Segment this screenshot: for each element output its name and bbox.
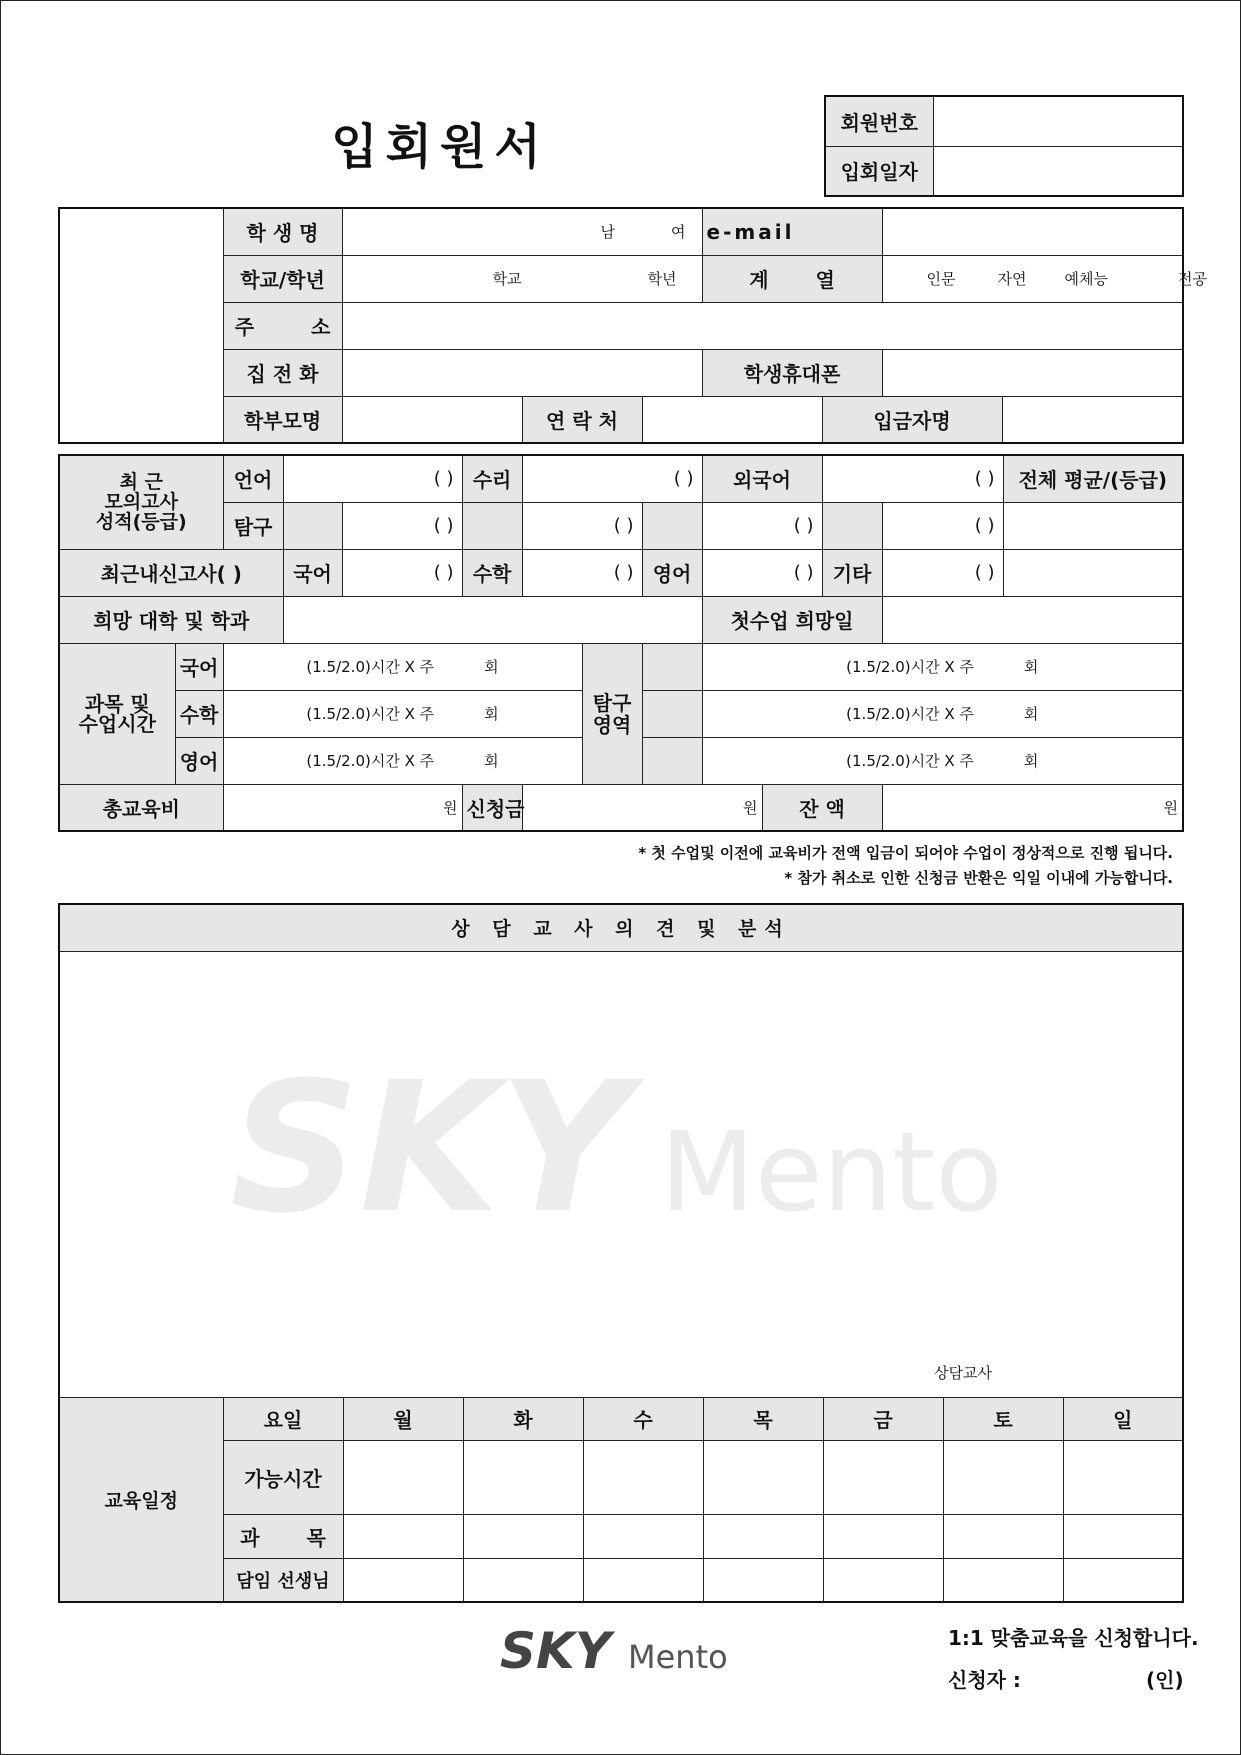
mobile-field[interactable]: [882, 349, 1183, 396]
address-field[interactable]: [342, 302, 1183, 349]
total-fee-label: 총교육비: [59, 784, 223, 831]
inquiry-score-3[interactable]: ( ): [702, 502, 822, 549]
mobile-label: 학생휴대폰: [702, 349, 882, 396]
day-thu: 목: [703, 1397, 823, 1440]
schedule-cell[interactable]: [943, 1440, 1063, 1514]
english-score[interactable]: ( ): [702, 549, 822, 596]
member-box: [824, 95, 1184, 197]
math2-score[interactable]: ( ): [522, 549, 642, 596]
home-phone-field[interactable]: [342, 349, 702, 396]
female-option[interactable]: 여: [671, 223, 686, 242]
math-score[interactable]: ( ): [522, 455, 702, 502]
schedule-cell[interactable]: [703, 1440, 823, 1514]
track-opt-humanities[interactable]: 인문: [926, 270, 956, 288]
inquiry-subject-1[interactable]: [283, 502, 342, 549]
schedule-cell[interactable]: [343, 1440, 463, 1514]
schedule-cell[interactable]: [943, 1558, 1063, 1602]
email-field[interactable]: [882, 208, 1183, 255]
subject-korean: 국어: [175, 643, 223, 690]
schedule-cell[interactable]: [463, 1558, 583, 1602]
teacher-row-label: 담임 선생님: [223, 1558, 343, 1602]
english-label: 영어: [642, 549, 702, 596]
balance-label: 잔 액: [762, 784, 882, 831]
track-label: 계 열: [702, 255, 882, 302]
student-name-label: 학 생 명: [223, 208, 342, 255]
schedule-cell[interactable]: [343, 1514, 463, 1558]
average-label: 전체 평균/(등급): [1003, 455, 1183, 502]
inquiry-label: 탐구: [223, 502, 283, 549]
member-no-field[interactable]: [933, 96, 1183, 146]
apply-fee-label: 신청금: [462, 784, 522, 831]
inquiry-score-4[interactable]: ( ): [882, 502, 1003, 549]
schedule-label: 교육일정: [59, 1397, 223, 1602]
schedule-cell[interactable]: [823, 1558, 943, 1602]
foreign-score[interactable]: ( ): [822, 455, 1003, 502]
track-options[interactable]: [882, 255, 1207, 302]
schedule-cell[interactable]: [703, 1558, 823, 1602]
contact-label: 연 락 처: [522, 396, 642, 443]
day-mon: 월: [343, 1397, 463, 1440]
join-date-field[interactable]: [933, 146, 1183, 196]
average-field[interactable]: [1003, 502, 1183, 549]
korean-score[interactable]: ( ): [342, 549, 462, 596]
subject-row-label: 과 목: [223, 1514, 343, 1558]
student-info-table: [58, 207, 1207, 444]
school-grade-label: 학교/학년: [223, 255, 342, 302]
hope-univ-field[interactable]: [283, 596, 702, 643]
school-grade-field[interactable]: [342, 255, 702, 302]
balance-field[interactable]: 원: [882, 784, 1183, 831]
schedule-cell[interactable]: [823, 1514, 943, 1558]
schedule-cell[interactable]: [1063, 1514, 1183, 1558]
inquiry-hours-3[interactable]: (1.5/2.0)시간 X 주 회: [702, 737, 1183, 784]
exam-table: [58, 454, 1184, 832]
email-label: e-mail: [702, 208, 882, 255]
applicant-label: 신청자 :: [948, 1668, 1021, 1692]
subjects-label: 과목 및 수업시간: [59, 643, 175, 784]
depositor-label: 입금자명: [822, 396, 1002, 443]
math2-label: 수학: [462, 549, 522, 596]
note-2: * 참가 취소로 인한 신청금 반환은 익일 이내에 가능합니다.: [784, 869, 1173, 887]
day-label: 요일: [223, 1397, 343, 1440]
watermark-sky: SKY: [230, 1044, 630, 1253]
parent-name-label: 학부모명: [223, 396, 342, 443]
subject-math: 수학: [175, 690, 223, 737]
depositor-field[interactable]: [1002, 396, 1183, 443]
etc-score[interactable]: ( ): [882, 549, 1003, 596]
track-opt-science[interactable]: 자연: [997, 270, 1027, 288]
inquiry-subject-3[interactable]: [642, 502, 702, 549]
available-time-label: 가능시간: [223, 1440, 343, 1514]
consult-header: 상 담 교 사 의 견 및 분석: [59, 904, 1183, 951]
foreign-label: 외국어: [702, 455, 822, 502]
grade-text: 학년: [647, 270, 677, 288]
apply-fee-field[interactable]: 원: [522, 784, 762, 831]
korean-label: 국어: [283, 549, 342, 596]
schedule-cell[interactable]: [583, 1514, 703, 1558]
address-label: 주 소: [223, 302, 342, 349]
apply-statement: 1:1 맞춤교육을 신청합니다.: [948, 1626, 1199, 1650]
consult-teacher-label: 상담교사: [934, 1363, 993, 1382]
subject-english: 영어: [175, 737, 223, 784]
school-text: 학교: [492, 270, 522, 288]
seal-mark: (인): [1146, 1668, 1184, 1692]
male-option[interactable]: 남: [600, 223, 616, 242]
inquiry-subject-2[interactable]: [462, 502, 522, 549]
etc-label: 기타: [822, 549, 882, 596]
lang-score[interactable]: ( ): [283, 455, 462, 502]
student-name-field[interactable]: [342, 208, 702, 255]
hope-univ-label: 희망 대학 및 학과: [59, 596, 283, 643]
logo-mento: Mento: [628, 1638, 728, 1676]
total-fee-field[interactable]: 원: [223, 784, 462, 831]
schedule-cell[interactable]: [343, 1558, 463, 1602]
math-hours[interactable]: (1.5/2.0)시간 X 주 회: [223, 690, 582, 737]
schedule-cell[interactable]: [463, 1440, 583, 1514]
inquiry-subject-4[interactable]: [822, 502, 882, 549]
schedule-cell[interactable]: [583, 1440, 703, 1514]
track-opt-arts[interactable]: 예체능: [1064, 270, 1108, 288]
first-class-label: 첫수업 희망일: [702, 596, 882, 643]
etc-field[interactable]: [1003, 549, 1183, 596]
note-1: * 첫 수업및 이전에 교육비가 전액 입금이 되어야 수업이 정상적으로 진행 됩니다.: [638, 844, 1173, 862]
inquiry-area-subject-2[interactable]: [642, 690, 702, 737]
english-hours[interactable]: (1.5/2.0)시간 X 주 회: [223, 737, 582, 784]
inquiry-score-1[interactable]: ( ): [342, 502, 462, 549]
parent-name-field[interactable]: [342, 396, 522, 443]
inquiry-hours-2[interactable]: (1.5/2.0)시간 X 주 회: [702, 690, 1183, 737]
first-class-field[interactable]: [882, 596, 1183, 643]
day-sat: 토: [943, 1397, 1063, 1440]
join-date-label: 입회일자: [825, 146, 933, 196]
member-no-label: 회원번호: [825, 96, 933, 146]
watermark-mento: Mento: [660, 1108, 1003, 1236]
schedule-cell[interactable]: [583, 1558, 703, 1602]
schedule-cell[interactable]: [703, 1514, 823, 1558]
sky-mento-watermark: [230, 1044, 1030, 1270]
photo-box[interactable]: [59, 208, 223, 443]
inquiry-area-subject-3[interactable]: [642, 737, 702, 784]
track-opt-major[interactable]: 전공: [1177, 270, 1207, 288]
schedule-cell[interactable]: [823, 1440, 943, 1514]
math-label: 수리: [462, 455, 522, 502]
home-phone-label: 집 전 화: [223, 349, 342, 396]
lang-label: 언어: [223, 455, 283, 502]
mock-exam-label: 최 근 모의고사 성적(등급): [59, 455, 223, 549]
schedule-cell[interactable]: [1063, 1440, 1183, 1514]
logo-sky: SKY: [500, 1622, 611, 1680]
korean-hours[interactable]: (1.5/2.0)시간 X 주 회: [223, 643, 582, 690]
schedule-cell[interactable]: [943, 1514, 1063, 1558]
inquiry-hours-1[interactable]: (1.5/2.0)시간 X 주 회: [702, 643, 1183, 690]
day-fri: 금: [823, 1397, 943, 1440]
sky-mento-logo: [500, 1620, 730, 1680]
inquiry-area-label: 탐구 영역: [582, 643, 642, 784]
school-exam-label: 최근내신고사( ): [59, 549, 283, 596]
schedule-cell[interactable]: [463, 1514, 583, 1558]
inquiry-score-2[interactable]: ( ): [522, 502, 642, 549]
contact-field[interactable]: [642, 396, 822, 443]
day-sun: 일: [1063, 1397, 1183, 1440]
page-title: 입회원서: [331, 119, 549, 175]
day-tue: 화: [463, 1397, 583, 1440]
inquiry-area-subject-1[interactable]: [642, 643, 702, 690]
day-wed: 수: [583, 1397, 703, 1440]
schedule-cell[interactable]: [1063, 1558, 1183, 1602]
